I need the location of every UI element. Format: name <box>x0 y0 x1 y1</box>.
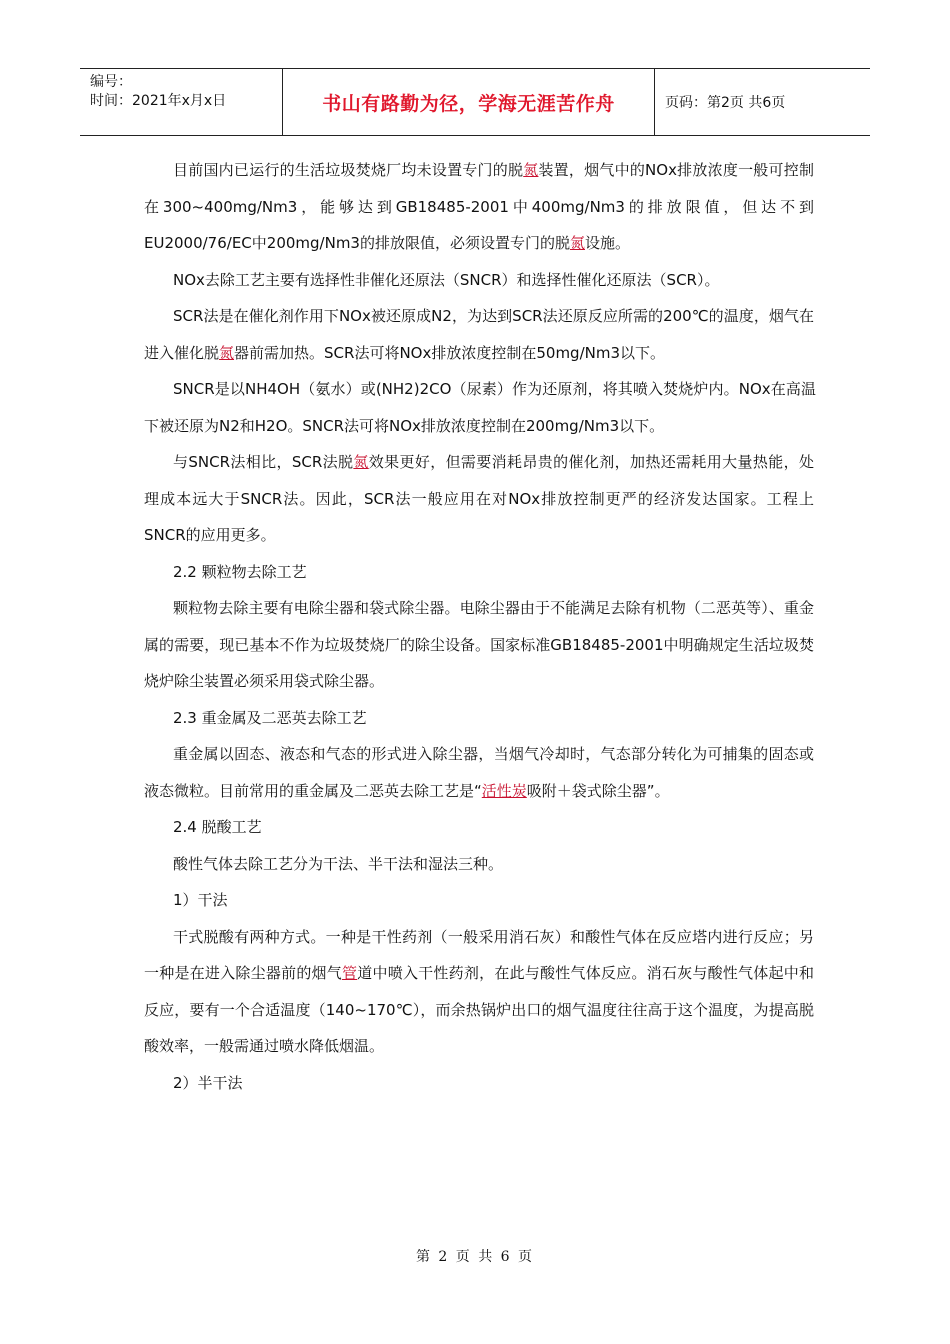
page-header <box>80 68 870 136</box>
highlight-link[interactable]: 氮 <box>353 453 369 471</box>
section-heading-2-2: 2.2 颗粒物去除工艺 <box>173 562 307 581</box>
paragraph-comparison: 与SNCR法相比，SCR法脱氮效果更好，但需要消耗昂贵的催化剂，加热还需耗用大量热能，处理成本远大于SNCR法。因此，SCR法一般应用在对NOx排放控制更严的经济发达国家。工程上SNCR的应用更多。 <box>144 453 814 544</box>
paragraph-scr: SCR法是在催化剂作用下NOx被还原成N2，为达到SCR法还原反应所需的200℃的温度，烟气在进入催化脱氮器前需加热。SCR法可将NOx排放浓度控制在50mg/Nm3以下。 <box>144 307 814 362</box>
highlight-link[interactable]: 活性炭 <box>481 781 527 800</box>
highlight-link[interactable]: 氮 <box>569 234 585 252</box>
document-body <box>144 152 814 1101</box>
subheading-semi-dry-method: 2）半干法 <box>173 1073 243 1092</box>
highlight-link[interactable]: 氮 <box>219 343 235 362</box>
paragraph-nox-methods: NOx去除工艺主要有选择性非催化还原法（SNCR）和选择性催化还原法（SCR）。 <box>173 270 720 289</box>
header-motto: 书山有路勤为径，学海无涯苦作舟 <box>282 69 655 135</box>
highlight-link[interactable]: 氮 <box>523 161 539 179</box>
header-page-code: 页码：第2页 共6页 <box>665 95 786 111</box>
paragraph-denitrification-intro: 目前国内已运行的生活垃圾焚烧厂均未设置专门的脱氮装置，烟气中的NOx排放浓度一般可控制在300~400mg/Nm3，能够达到GB18485-2001中400mg/Nm3的排放限值，但达不到EU2000/76/EC中200mg/Nm3的排放限值，必须设置专门的脱氮设施。 <box>144 161 814 252</box>
paragraph-sncr: SNCR是以NH4OH（氨水）或(NH2)2CO（尿素）作为还原剂，将其喷入焚烧炉内。NOx在高温下被还原为N2和H2O。SNCR法可将NOx排放浓度控制在200mg/Nm3以下。 <box>144 380 816 435</box>
paragraph-particulates: 颗粒物去除主要有电除尘器和袋式除尘器。电除尘器由于不能满足去除有机物（二恶英等）、重金属的需要，现已基本不作为垃圾焚烧厂的除尘设备。国家标准GB18485-2001中明确规定生活垃圾焚烧炉除尘装置必须采用袋式除尘器。 <box>144 599 814 690</box>
section-heading-2-4: 2.4 脱酸工艺 <box>173 818 262 836</box>
page-footer: 第 2 页 共 6 页 <box>415 1249 535 1265</box>
document-number-label: 编号： <box>90 74 132 90</box>
paragraph-acid-methods: 酸性气体去除工艺分为干法、半干法和湿法三种。 <box>173 854 504 873</box>
subheading-dry-method: 1）干法 <box>173 891 228 909</box>
paragraph-dry-method: 干式脱酸有两种方式。一种是干性药剂（一般采用消石灰）和酸性气体在反应塔内进行反应；另一种是在进入除尘器前的烟气管道中喷入干性药剂，在此与酸性气体反应。消石灰与酸性气体起中和反应，要有一个合适温度（140~170℃），而余热锅炉出口的烟气温度往往高于这个温度，为提高脱酸效率，一般需通过喷水降低烟温。 <box>144 927 814 1055</box>
paragraph-heavy-metals: 重金属以固态、液态和气态的形式进入除尘器，当烟气冷却时，气态部分转化为可捕集的固态或液态微粒。目前常用的重金属及二恶英去除工艺是“活性炭吸附＋袋式除尘器”。 <box>144 745 814 800</box>
document-date: 时间：2021年x月x日 <box>90 93 227 109</box>
section-heading-2-3: 2.3 重金属及二恶英去除工艺 <box>173 708 367 727</box>
highlight-link[interactable]: 管 <box>342 964 358 982</box>
header-meta <box>80 69 282 135</box>
